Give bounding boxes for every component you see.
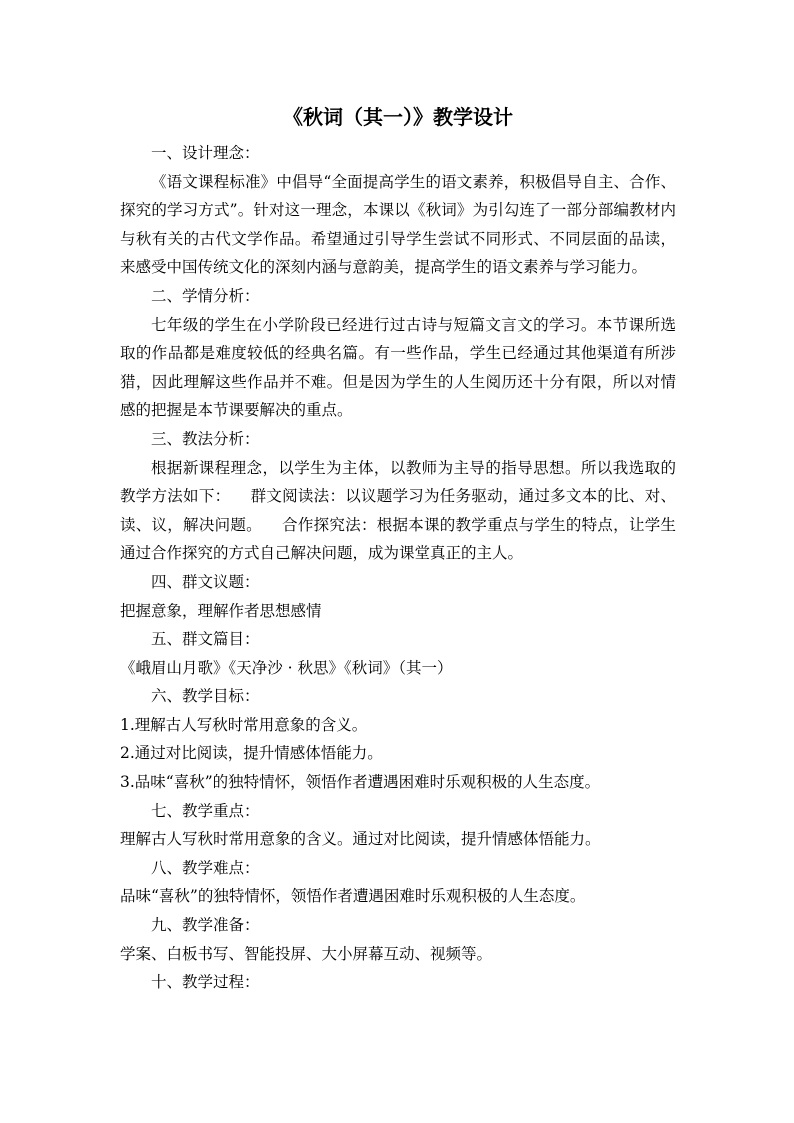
- section-heading-difficulties: 八、教学难点：: [151, 858, 260, 877]
- section-body-key-points: 理解古人写秋时常用意象的含义。通过对比阅读，提升情感体悟能力。: [120, 830, 601, 849]
- teaching-method-cooperative: 合作探究法：根据本课的教学重点与学生的特点，让学生通过合作探究的方式自己解决问题，成为课堂真正的主人。: [120, 515, 676, 563]
- section-body-difficulties: 品味“喜秋”的独特情怀，领悟作者遭遇困难时乐观积极的人生态度。: [120, 887, 586, 906]
- teaching-method-intro: 根据新课程理念，以学生为主体，以教师为主导的指导思想。所以我选取的教学方法如下：: [120, 458, 676, 506]
- objective-item: 2.通过对比阅读，提升情感体悟能力。: [120, 744, 383, 763]
- section-heading-objectives: 六、教学目标：: [151, 687, 260, 706]
- section-body-learner-analysis: 七年级的学生在小学阶段已经进行过古诗与短篇文言文的学习。本节课所选取的作品都是难度较低的经典名篇。有一些作品，学生已经通过其他渠道有所涉猎，因此理解这些作品并不难。但是因为学生的人生阅历还十分有限，所以对情感的把握是本节课要解决的重点。: [120, 315, 676, 420]
- section-heading-key-points: 七、教学重点：: [151, 801, 260, 820]
- objective-item: 1.理解古人写秋时常用意象的含义。: [120, 715, 368, 734]
- section-heading-preparation: 九、教学准备：: [151, 916, 260, 935]
- section-body-teaching-method: [120, 454, 676, 568]
- section-heading-process: 十、教学过程：: [151, 973, 260, 992]
- section-heading-teaching-method: 三、教法分析：: [151, 429, 260, 448]
- section-body-topic: 把握意象，理解作者思想感情: [120, 601, 322, 620]
- section-body-design-concept: 《语文课程标准》中倡导“全面提高学生的语文素养，积极倡导自主、合作、探究的学习方式”。针对这一理念，本课以《秋词》为引勾连了一部分部编教材内与秋有关的古代文学作品。希望通过引导学生尝试不同形式、不同层面的品读，来感受中国传统文化的深刻内涵与意韵美，提高学生的语文素养与学习能力。: [120, 172, 676, 277]
- document-title: 《秋词（其一）》教学设计: [283, 105, 513, 129]
- objective-item: 3.品味“喜秋”的独特情怀，领悟作者遭遇困难时乐观积极的人生态度。: [120, 773, 601, 792]
- teaching-method-group-reading: 群文阅读法：以议题学习为任务驱动，通过多文本的比、对、读、议，解决问题。: [120, 487, 676, 534]
- section-heading-design-concept: 一、设计理念：: [151, 144, 260, 162]
- section-heading-topic: 四、群文议题：: [151, 572, 260, 591]
- section-body-preparation: 学案、白板书写、智能投屏、大小屏幕互动、视频等。: [120, 944, 493, 963]
- section-heading-texts: 五、群文篇目：: [151, 630, 260, 649]
- section-body-texts: 《峨眉山月歌》《天净沙 · 秋思》《秋词》（其一）: [120, 658, 453, 677]
- section-heading-learner-analysis: 二、学情分析：: [151, 286, 260, 305]
